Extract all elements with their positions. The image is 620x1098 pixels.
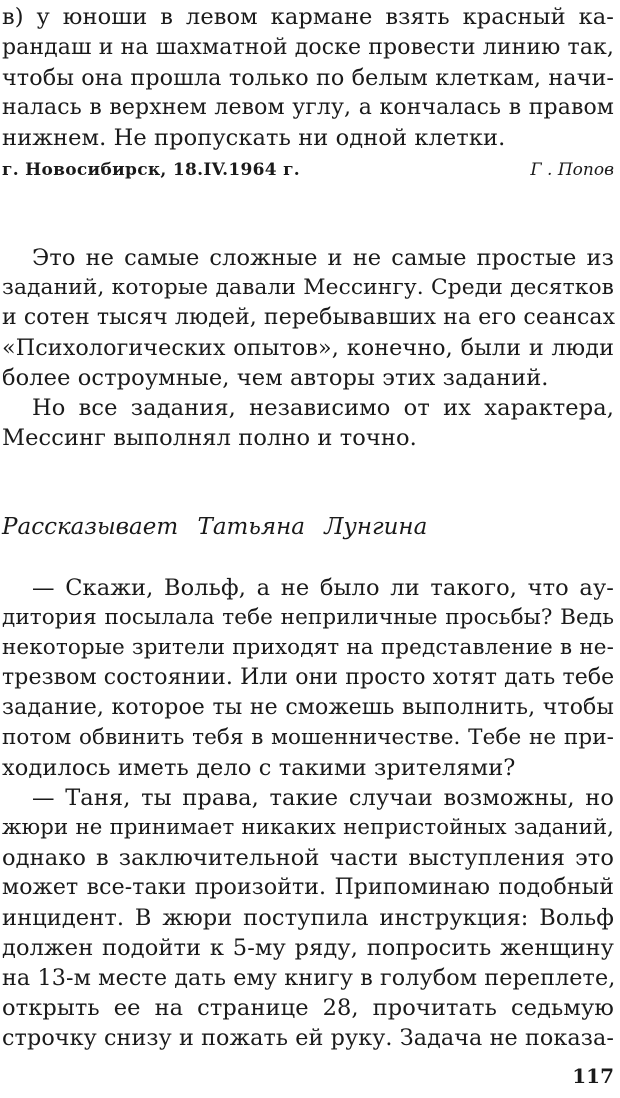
place-date: г. Новосибирск, 18.IV.1964 г. bbox=[2, 160, 300, 180]
text-line: «Психологических опытов», конечно, были и люди bbox=[2, 335, 614, 361]
page-number: 117 bbox=[572, 1064, 614, 1088]
text-line: однако в заключительной части выступления это bbox=[2, 845, 614, 871]
text-line: — Таня, ты права, такие случаи возможны, но bbox=[32, 785, 614, 811]
text-line: рандаш и на шахматной доске провести линию так, bbox=[2, 35, 614, 60]
text-line: строчку снизу и пожать ей руку. Задача не показа- bbox=[2, 1025, 614, 1051]
text-line: трезвом состоянии. Или они просто хотят дать тебе bbox=[2, 665, 615, 690]
text-line: и сотен тысяч людей, перебывавших на его сеансах bbox=[2, 305, 616, 330]
letter-signature bbox=[2, 155, 614, 185]
text-line: может все-таки произойти. Припоминаю подобный bbox=[2, 875, 614, 900]
text-line: жюри не принимает никаких непристойных заданий, bbox=[2, 815, 614, 840]
section-heading: Рассказывает Татьяна Лунгина bbox=[2, 514, 428, 540]
text-line: ходилось иметь дело с такими зрителями? bbox=[2, 755, 516, 781]
text-line: в) у юноши в левом кармане взять красный ка- bbox=[2, 4, 614, 30]
signature-author: Г . Попов bbox=[530, 160, 614, 180]
text-line: чтобы она прошла только по белым клеткам, начи- bbox=[2, 65, 614, 91]
text-line: задание, которое ты не сможешь выполнить, чтобы bbox=[2, 695, 614, 720]
text-line: налась в верхнем левом углу, а кончалась в правом bbox=[2, 95, 614, 120]
text-line: нижнем. Не пропускать ни одной клетки. bbox=[2, 125, 506, 151]
text-line: Это не самые сложные и не самые простые из bbox=[32, 245, 614, 271]
text-line: открыть ее на странице 28, прочитать седьмую bbox=[2, 995, 614, 1021]
text-line: инцидент. В жюри поступила инструкция: Вольф bbox=[2, 905, 614, 931]
text-line: потом обвинить тебя в мошенничестве. Тебе не при- bbox=[2, 725, 614, 750]
text-line: должен подойти к 5-му ряду, попросить женщину bbox=[2, 935, 614, 961]
text-line: — Скажи, Вольф, а не было ли такого, что ау- bbox=[32, 575, 614, 601]
text-line: Но все задания, независимо от их характера, bbox=[32, 395, 614, 421]
text-line: некоторые зрители приходят на представление в не- bbox=[2, 635, 614, 660]
text-line: дитория посылала тебе неприличные просьбы? Ведь bbox=[2, 605, 614, 630]
text-line: более остроумные, чем авторы этих заданий. bbox=[2, 365, 549, 391]
text-line: Мессинг выполнял полно и точно. bbox=[2, 425, 417, 451]
text-line: заданий, которые давали Мессингу. Среди десятков bbox=[2, 275, 614, 300]
text-line: на 13-м месте дать ему книгу в голубом переплете, bbox=[2, 965, 616, 991]
